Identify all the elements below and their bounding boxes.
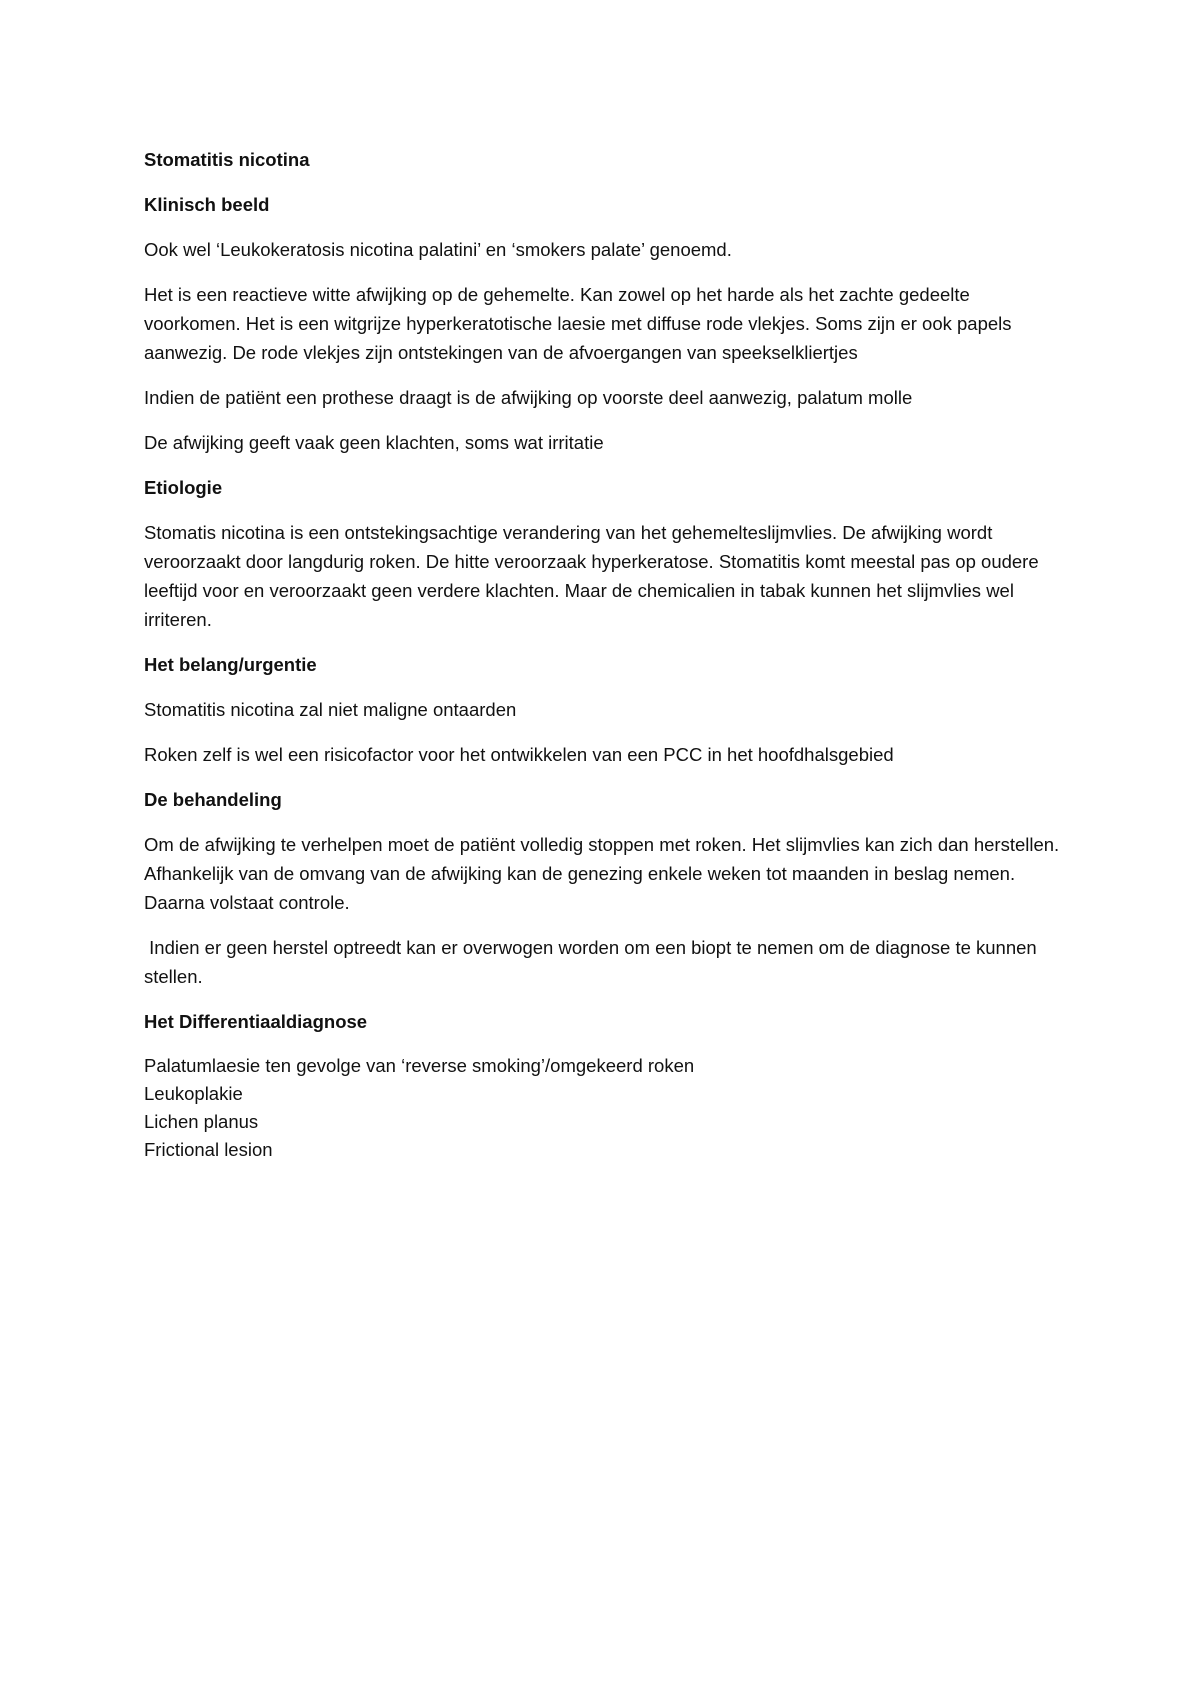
section-heading-differentiaaldiagnose: Het Differentiaaldiagnose	[144, 1011, 368, 1032]
section-heading-belang-urgentie: Het belang/urgentie	[144, 654, 317, 675]
section-heading-klinisch-beeld: Klinisch beeld	[144, 194, 270, 215]
paragraph: Indien de patiënt een prothese draagt is de afwijking op voorste deel aanwezig, palatum molle	[144, 387, 913, 408]
list-item: Palatumlaesie ten gevolge van ‘reverse smoking’/omgekeerd roken	[144, 1055, 695, 1076]
list-item: Leukoplakie	[144, 1083, 243, 1104]
paragraph: Stomatitis nicotina zal niet maligne ontaarden	[144, 699, 517, 720]
list-item: Lichen planus	[144, 1111, 259, 1132]
document-body	[144, 145, 1064, 1164]
paragraph: De afwijking geeft vaak geen klachten, soms wat irritatie	[144, 432, 604, 453]
paragraph: Het is een reactieve witte afwijking op de gehemelte. Kan zowel op het harde als het zachte gedeelte voorkomen. Het is een witgrijze hyperkeratotische laesie met diffuse rode vlekjes. Soms zijn er ook papels aanwezig. De rode vlekjes zijn ontstekingen van de afvoergangen van speekselkliertjes	[144, 284, 1012, 363]
document-title: Stomatitis nicotina	[144, 149, 310, 170]
list-item: Frictional lesion	[144, 1139, 273, 1160]
section-heading-etiologie: Etiologie	[144, 477, 223, 498]
paragraph: Roken zelf is wel een risicofactor voor het ontwikkelen van een PCC in het hoofdhalsgebied	[144, 744, 894, 765]
paragraph: Stomatis nicotina is een ontstekingsachtige verandering van het gehemelteslijmvlies. De afwijking wordt veroorzaakt door langdurig roken. De hitte veroorzaak hyperkeratose. Stomatitis komt meestal pas op oudere leeftijd voor en veroorzaakt geen verdere klachten. Maar de chemicalien in tabak kunnen het slijmvlies wel irriteren.	[144, 522, 1039, 630]
section-heading-behandeling: De behandeling	[144, 789, 282, 810]
paragraph: Ook wel ‘Leukokeratosis nicotina palatini’ en ‘smokers palate’ genoemd.	[144, 239, 732, 260]
paragraph: Indien er geen herstel optreedt kan er overwogen worden om een biopt te nemen om de diagnose te kunnen stellen.	[144, 937, 1042, 987]
differential-list	[144, 1052, 1064, 1164]
paragraph: Om de afwijking te verhelpen moet de patiënt volledig stoppen met roken. Het slijmvlies kan zich dan herstellen. Afhankelijk van de omvang van de afwijking kan de genezing enkele weken tot maanden in beslag nemen. Daarna volstaat controle.	[144, 834, 1060, 913]
